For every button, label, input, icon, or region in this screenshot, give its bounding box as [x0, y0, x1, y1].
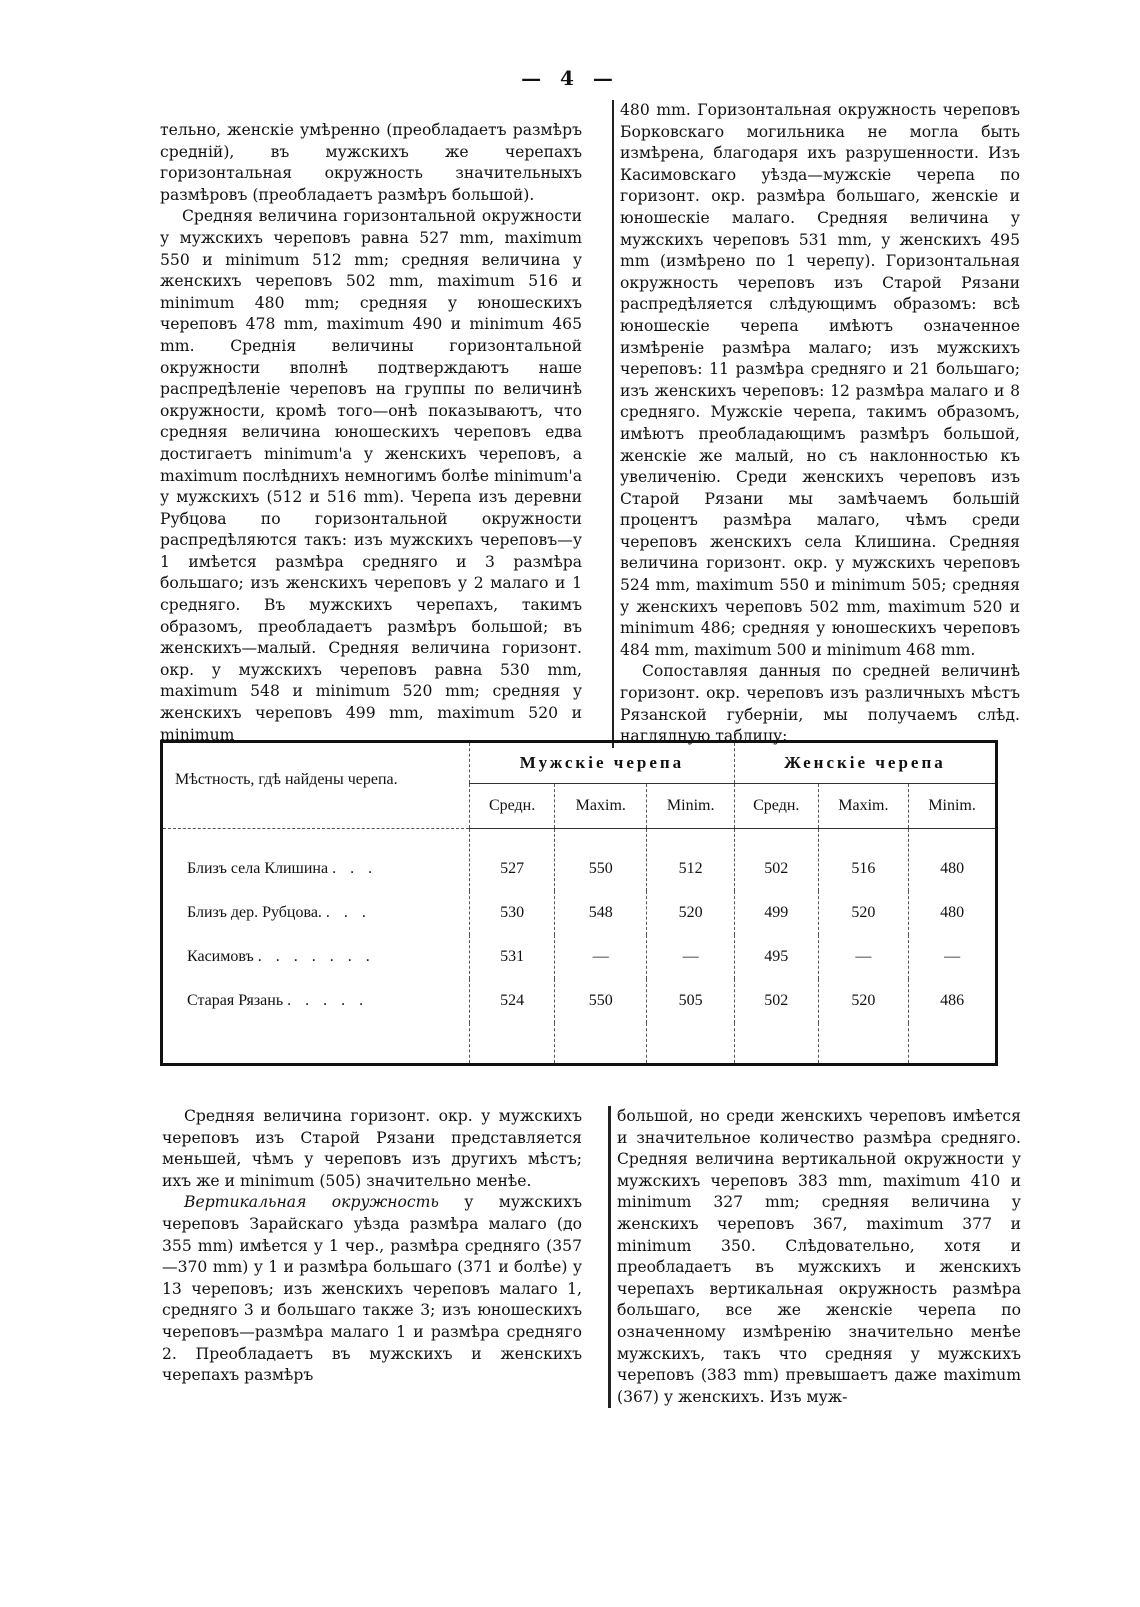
location-cell: Старая Рязань . . . . . — [187, 992, 369, 1009]
female-group-header: Женскіе черепа — [734, 742, 996, 784]
value-cell: 512 — [647, 829, 735, 892]
location-cell: Близъ села Клишина . . . — [187, 860, 378, 877]
col-header: Maxim. — [818, 784, 909, 829]
paragraph: Вертикальная окружность у мужскихъ череповъ Зарайскаго уѣзда размѣра малаго (до 355 mm) имѣется у 1 чер., размѣра средняго (357—370 mm) у 1 и размѣра большаго (371 и болѣе) у 13 череповъ; изъ женскихъ череповъ малаго 1, средняго 3 и большаго также 3; изъ юношескихъ череповъ—размѣра малаго 1 и размѣра средняго 2. Преобладаетъ въ мужскихъ и женскихъ черепахъ размѣръ — [162, 1193, 582, 1385]
table-row — [162, 829, 997, 892]
value-cell: — — [555, 935, 647, 979]
page-number: — 4 — — [521, 66, 619, 90]
paragraph: большой, но среди женскихъ череповъ имѣется и значительное количество размѣра средняго. Средняя величина вертикальной окружности у мужскихъ череповъ 383 mm, maximum 410 и minimum 327 mm; средняя величина у женскихъ череповъ 367, maximum 377 и minimum 350. Слѣдовательно, хотя и преобладаетъ въ мужскихъ и женскихъ черепахъ вертикальная окружность размѣра большаго, все же женскіе черепа по означенному измѣренію значительно менѣе мужскихъ, такъ что средняя у мужскихъ череповъ (383 mm) превышаетъ даже maximum (367) у женскихъ. Изъ муж- — [617, 1107, 1021, 1406]
col-header: Maxim. — [555, 784, 647, 829]
paragraph: тельно, женскіе умѣренно (преобладаетъ размѣръ средній), въ мужскихъ же черепахъ горизонтальная окружность значительныхъ размѣровъ (преобладаетъ размѣръ большой). — [160, 121, 582, 204]
right-column-top — [612, 100, 1020, 748]
male-group-header: Мужскіе черепа — [470, 742, 735, 784]
value-cell: — — [647, 935, 735, 979]
left-column-bottom — [162, 1106, 582, 1387]
value-cell: 548 — [555, 891, 647, 935]
value-cell: 531 — [470, 935, 555, 979]
col-header: Средн. — [470, 784, 555, 829]
location-cell: Касимовъ . . . . . . . — [187, 948, 375, 965]
right-column-bottom — [608, 1106, 1021, 1408]
italic-term: Вертикальная окружность — [184, 1193, 439, 1212]
value-cell: 520 — [647, 891, 735, 935]
value-cell: 505 — [647, 979, 735, 1023]
value-cell: 520 — [818, 979, 909, 1023]
value-cell: 480 — [909, 829, 997, 892]
paragraph: 480 mm. Горизонтальная окружность череповъ Борковскаго могильника не могла быть измѣрена, благодаря ихъ разрушенности. Изъ Касимовскаго уѣзда—мужскіе черепа по горизонт. окр. размѣра большаго, женскіе и юношескіе малаго. Средняя величина у мужскихъ череповъ 531 mm, у женскихъ 495 mm (измѣрено по 1 черепу). Горизонтальная окружность череповъ изъ Старой Рязани распредѣляется слѣдующимъ образомъ: всѣ юношескіе черепа имѣютъ означенное измѣреніе размѣра малаго; изъ мужскихъ череповъ: 11 размѣра средняго и 21 большаго; изъ женскихъ череповъ: 12 размѣра малаго и 8 средняго. Мужскіе черепа, такимъ образомъ, имѣютъ преобладающимъ размѣръ большой, женскіе же малый, но съ наклонностью къ увеличенію. Среди женскихъ череповъ изъ Старой Рязани мы замѣчаемъ большій процентъ размѣра малаго, чѣмъ среди череповъ женскихъ села Клишина. Средняя величина горизонт. окр. у мужскихъ череповъ 524 mm, maximum 550 и minimum 505; средняя у женскихъ череповъ 502 mm, maximum 520 и minimum 486; средняя у юношескихъ череповъ 484 mm, maximum 500 и minimum 468 mm. — [620, 101, 1020, 659]
value-cell: 524 — [470, 979, 555, 1023]
skull-circumference-table — [160, 740, 998, 1066]
value-cell: 495 — [734, 935, 818, 979]
value-cell: 486 — [909, 979, 997, 1023]
table-row — [162, 891, 997, 935]
value-cell: 530 — [470, 891, 555, 935]
location-header: Мѣстность, гдѣ найдены черепа. — [162, 742, 470, 829]
paragraph: Сопоставляя данныя по средней величинѣ горизонт. окр. череповъ изъ различныхъ мѣстъ Рязанской губерніи, мы получаемъ слѣд. наглядную таблицу: — [620, 662, 1020, 746]
value-cell: 520 — [818, 891, 909, 935]
value-cell: 502 — [734, 829, 818, 892]
table-row — [162, 935, 997, 979]
value-cell: 550 — [555, 829, 647, 892]
col-header: Средн. — [734, 784, 818, 829]
value-cell: 499 — [734, 891, 818, 935]
paragraph: Средняя величина горизонт. окр. у мужскихъ череповъ изъ Старой Рязани представляется меньшей, чѣмъ у череповъ изъ другихъ мѣстъ; ихъ же и minimum (505) значительно менѣе. — [162, 1107, 582, 1190]
table-row — [162, 979, 997, 1023]
value-cell: — — [818, 935, 909, 979]
location-cell: Близъ дер. Рубцова. . . . — [187, 904, 371, 921]
value-cell: — — [909, 935, 997, 979]
value-cell: 480 — [909, 891, 997, 935]
value-cell: 516 — [818, 829, 909, 892]
value-cell: 527 — [470, 829, 555, 892]
table-spacer-row — [162, 1023, 997, 1065]
paragraph: Средняя величина горизонтальной окружности у мужскихъ череповъ равна 527 mm, maximum 550 и minimum 512 mm; средняя величина у женскихъ череповъ 502 mm, maximum 516 и minimum 480 mm; средняя у юношескихъ череповъ 478 mm, maximum 490 и minimum 465 mm. Среднія величины горизонтальной окружности вполнѣ подтверждаютъ наше распредѣленіе череповъ на группы по величинѣ окружности, кромѣ того—онѣ показываютъ, что средняя величина юношескихъ череповъ едва достигаетъ minimum'а у женскихъ череповъ, а maximum послѣднихъ немногимъ болѣе minimum'а у мужскихъ (512 и 516 mm). Черепа изъ деревни Рубцова по горизонтальной окружности распредѣляются такъ: изъ мужскихъ череповъ—у 1 имѣется размѣра средняго и 3 размѣра большаго; изъ женскихъ череповъ у 2 малаго и 1 средняго. Въ мужскихъ черепахъ, такимъ образомъ, преобладаетъ размѣръ большой; въ женскихъ—малый. Средняя величина горизонт. окр. у мужскихъ череповъ равна 530 mm, maximum 548 и minimum 520 mm; средняя у женскихъ череповъ 499 mm, maximum 520 и minimum — [160, 207, 582, 744]
col-header: Minim. — [647, 784, 735, 829]
value-cell: 502 — [734, 979, 818, 1023]
col-header: Minim. — [909, 784, 997, 829]
value-cell: 550 — [555, 979, 647, 1023]
left-column-top — [160, 120, 582, 746]
